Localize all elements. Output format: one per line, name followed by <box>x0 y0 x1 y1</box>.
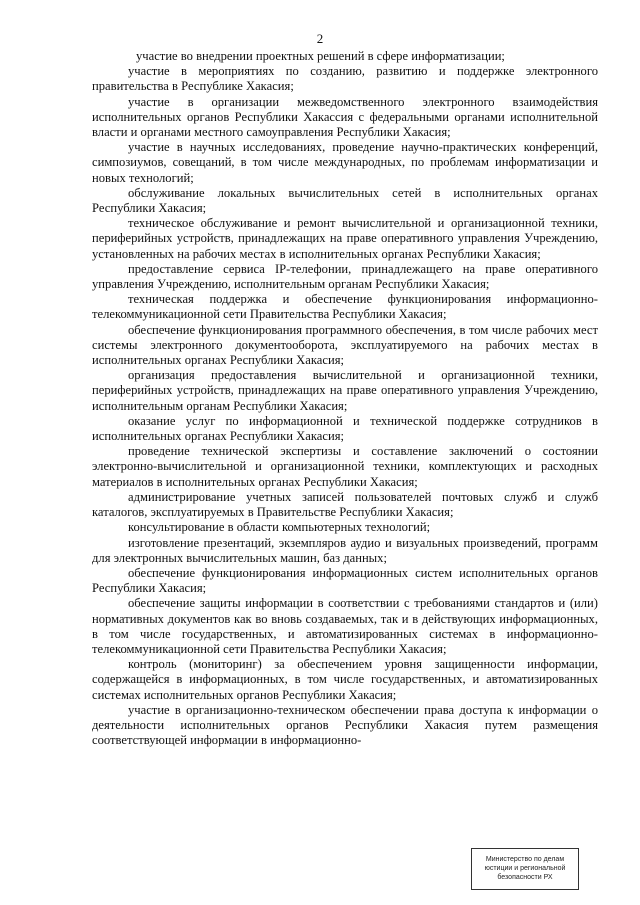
body-text <box>92 49 598 748</box>
paragraph: администрирование учетных записей пользователей почтовых служб и служб каталогов, эксплуатируемых в Правительстве Республики Хакасия; <box>92 489 598 520</box>
paragraph: проведение технической экспертизы и составление заключений о состоянии электронно-вычислительной и организационной техники, комплектующих и расходных материалов в исполнительных органах Республики Хакасия; <box>92 444 598 489</box>
paragraph: контроль (мониторинг) за обеспечением уровня защищенности информации, содержащейся в информационных, в том числе государственных, и автоматизированных системах исполнительных органов Республики Хакасия; <box>92 657 598 702</box>
paragraph: участие во внедрении проектных решений в сфере информатизации; <box>136 49 505 63</box>
stamp-line: безопасности РХ <box>497 874 553 881</box>
paragraph: обеспечение функционирования программного обеспечения, в том числе рабочих мест системы электронного документооборота, эксплуатируемого на рабочих местах в исполнительных органах Республики Хакасия; <box>92 322 598 368</box>
paragraph: изготовление презентаций, экземпляров аудио и визуальных произведений, программ для электронных вычислительных машин, баз данных; <box>92 535 598 565</box>
paragraph: обеспечение защиты информации в соответствии с требованиями стандартов и (или) нормативных документов как во вновь создаваемых, так и в действующих информационных, в том числе государственных, и автоматизированных системах в информационно-телекоммуникационной сети Правительства Республики Хакасия; <box>92 596 598 656</box>
ministry-stamp <box>471 848 579 890</box>
paragraph: техническая поддержка и обеспечение функционирования информационно-телекоммуникационной сети Правительства Республики Хакасия; <box>92 292 598 322</box>
paragraph: оказание услуг по информационной и технической поддержке сотрудников в исполнительных органах Республики Хакасия; <box>92 413 598 444</box>
paragraph: организация предоставления вычислительной и организационной техники, периферийных устройств, принадлежащих на праве оперативного управления Учреждению, исполнительным органам Республики Хакасия; <box>92 368 598 413</box>
paragraph: участие в организационно-техническом обеспечении права доступа к информации о деятельности исполнительных органов Республики Хакасия путем размещения соответствующей информации в информационно- <box>92 702 598 748</box>
stamp-line: Министерство по делам <box>485 856 565 863</box>
page-number: 2 <box>316 31 324 46</box>
paragraph: участие в организации межведомственного электронного взаимодействия исполнительных органов Республики Хакассия с федеральными органами исполнительной власти и органами местного самоуправления Республики Хакасия; <box>92 94 598 140</box>
paragraph: участие в мероприятиях по созданию, развитию и поддержке электронного правительства в Республике Хакасия; <box>92 64 598 94</box>
stamp-line: юстиции и региональной <box>484 865 566 872</box>
paragraph: техническое обслуживание и ремонт вычислительной и организационной техники, периферийных устройств, принадлежащих на праве оперативного управления Учреждению, установленных на рабочих местах в исполнительных органах Республики Хакасия; <box>92 216 598 261</box>
paragraph: предоставление сервиса IP-телефонии, принадлежащего на праве оперативного управления Учреждению, исполнительным органам Республики Хакасия; <box>92 261 598 292</box>
paragraph: обслуживание локальных вычислительных сетей в исполнительных органах Республики Хакасия; <box>92 185 598 216</box>
paragraph: обеспечение функционирования информационных систем исполнительных органов Республики Хакасия; <box>92 565 598 596</box>
paragraph: консультирование в области компьютерных технологий; <box>128 520 431 535</box>
paragraph: участие в научных исследованиях, проведение научно-практических конференций, симпозиумов, совещаний, в том числе международных, по проблемам информатизации и новых технологий; <box>92 140 598 185</box>
